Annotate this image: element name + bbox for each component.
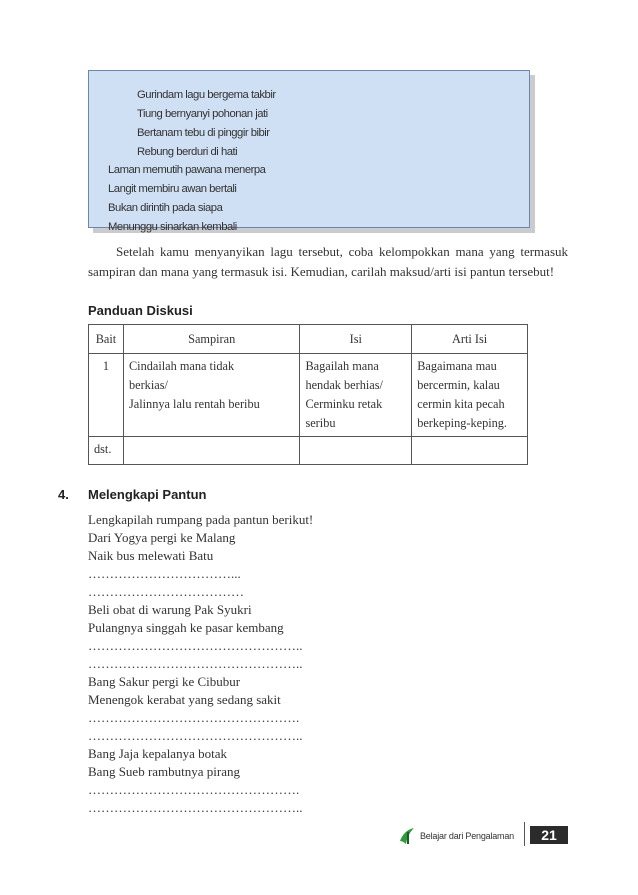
pantun-line: Pulangnya singgah ke pasar kembang <box>88 620 284 635</box>
table-header-row <box>89 325 528 354</box>
instruction-paragraph: Setelah kamu menyanyikan lagu tersebut, coba kelompokkan mana yang termasuk sampiran dan mana yang termasuk isi. Kemudian, carilah maksud/arti isi pantun tersebut! <box>88 244 568 279</box>
pantun-blank-line: ……………………………… <box>88 584 244 599</box>
cell-arti-isi <box>412 354 528 437</box>
arti-line: cermin kita pecah <box>417 397 505 411</box>
footer-book-title: Belajar dari Pengalaman <box>420 831 514 841</box>
cell-arti-empty <box>412 437 528 465</box>
cell-isi <box>300 354 412 437</box>
section-title: Melengkapi Pantun <box>88 487 207 502</box>
header-sampiran: Sampiran <box>123 325 299 354</box>
header-isi: Isi <box>300 325 412 354</box>
pantun-line: Bang Sakur pergi ke Cibubur <box>88 674 241 689</box>
pantun-blank-line: ………………………………………….. <box>88 728 303 743</box>
lyric-line-6: Langit membiru awan bertali <box>108 183 237 195</box>
cell-isi-empty <box>300 437 412 465</box>
arti-line: bercermin, kalau <box>417 378 500 392</box>
lyric-line-2: Tiung bernyanyi pohonan jati <box>137 108 268 120</box>
lyric-line-1: Gurindam lagu bergema takbir <box>137 89 276 101</box>
section-number: 4. <box>58 487 69 502</box>
cell-sampiran-empty <box>123 437 299 465</box>
lyric-line-7: Bukan dirintih pada siapa <box>108 202 223 214</box>
header-arti-isi: Arti Isi <box>412 325 528 354</box>
sampiran-line: Jalinnya lalu rentah beribu <box>128 397 260 411</box>
pantun-line: Bang Jaja kepalanya botak <box>88 746 227 761</box>
arti-line: berkeping-keping. <box>417 416 508 430</box>
pantun-line: Beli obat di warung Pak Syukri <box>88 602 252 617</box>
pantun-blank-line: ………………………………………….. <box>88 656 303 671</box>
pantun-line: Naik bus melewati Batu <box>88 548 214 563</box>
table-row <box>89 437 528 465</box>
pantun-line: Dari Yogya pergi ke Malang <box>88 530 236 545</box>
sampiran-line: Cindailah mana tidak <box>128 359 235 373</box>
pantun-blank-line: ………………………………………….. <box>88 800 303 815</box>
pantun-instruction: Lengkapilah rumpang pada pantun berikut! <box>88 512 314 527</box>
arti-line: Bagaimana mau <box>417 359 497 373</box>
discussion-heading: Panduan Diskusi <box>88 303 193 318</box>
book-logo-icon <box>398 826 416 846</box>
lyric-line-3: Bertanam tebu di pinggir bibir <box>137 127 270 139</box>
pantun-line: Menengok kerabat yang sedang sakit <box>88 692 281 707</box>
pantun-line: Bang Sueb rambutnya pirang <box>88 764 240 779</box>
pantun-blank-line: ……………………………... <box>88 566 241 581</box>
pantun-blank-line: …………………………………………. <box>88 782 300 797</box>
cell-bait: 1 <box>89 354 124 437</box>
footer-divider <box>524 822 525 846</box>
pantun-blank-line: …………………………………………. <box>88 710 300 725</box>
lyric-line-8: Menunggu sinarkan kembali <box>108 221 237 233</box>
pantun-blank-line: ………………………………………….. <box>88 638 303 653</box>
cell-sampiran <box>123 354 299 437</box>
lyric-line-5: Laman memutih pawana menerpa <box>108 164 266 176</box>
cell-bait: dst. <box>89 437 124 465</box>
isi-line: Bagailah mana <box>305 359 379 373</box>
isi-line: seribu <box>305 416 336 430</box>
isi-line: hendak berhias/ <box>305 378 383 392</box>
discussion-table <box>88 324 528 465</box>
sampiran-line: berkias/ <box>128 378 168 392</box>
header-bait: Bait <box>89 325 124 354</box>
isi-line: Cerminku retak <box>305 397 383 411</box>
table-row <box>89 354 528 437</box>
lyric-line-4: Rebung berduri di hati <box>137 146 238 158</box>
page-number: 21 <box>530 826 568 844</box>
